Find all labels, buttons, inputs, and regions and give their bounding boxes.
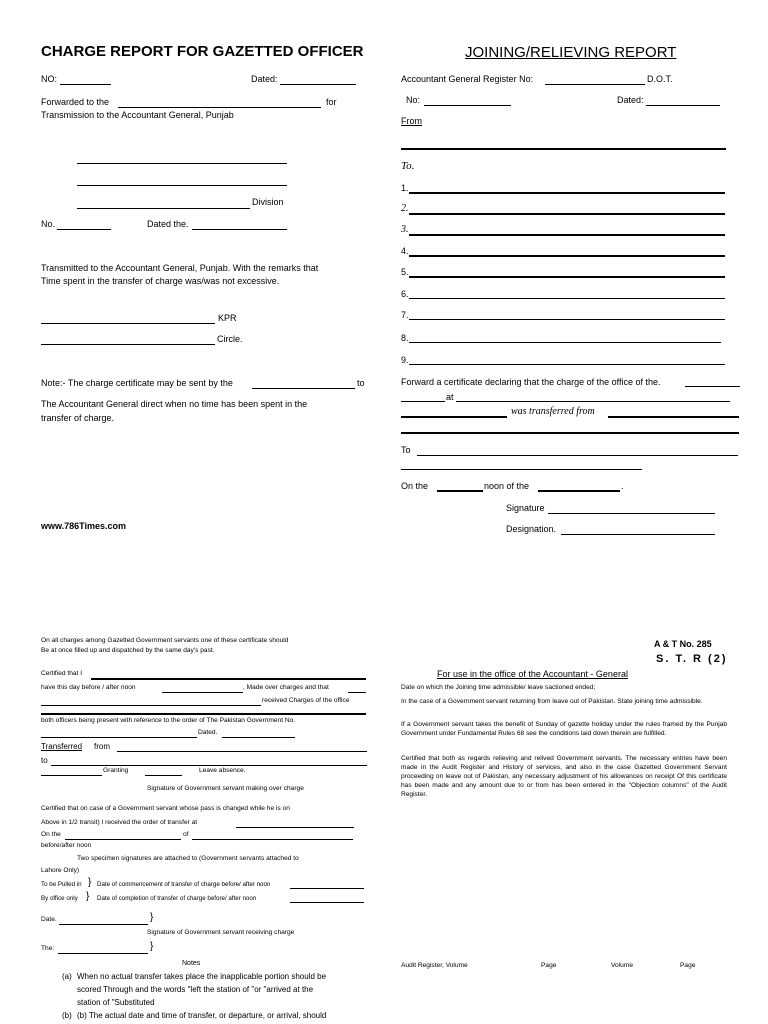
dated-order-field[interactable] <box>222 737 295 738</box>
item-5-label: 5. <box>401 267 409 277</box>
note-a-text-2: scored Through and the words "left the station of "or "arrived at the <box>77 985 314 994</box>
at-pre-field[interactable] <box>401 401 445 402</box>
noon-field[interactable] <box>162 692 243 693</box>
granting-field[interactable] <box>41 775 102 776</box>
date-field[interactable] <box>59 924 148 925</box>
dot-label: D.O.T. <box>647 74 673 84</box>
dated-the-field[interactable] <box>192 229 287 230</box>
item-4-field[interactable] <box>409 255 725 257</box>
to-label: to <box>41 756 48 765</box>
kpr-field[interactable] <box>41 323 215 324</box>
forward-certificate-text: Forward a certificate declaring that the charge of the office of the. <box>401 377 661 387</box>
transmitted-text-1: Transmitted to the Accountant General, Punjab. With the remarks that <box>41 263 319 273</box>
by-office-only-label: By office only <box>41 895 78 902</box>
division-field[interactable] <box>77 208 250 209</box>
designation-field[interactable] <box>561 534 715 535</box>
note-text-1: Note:- The charge certificate may be sent by the <box>41 378 233 388</box>
kpr-label: KPR <box>218 313 237 323</box>
certified-case-text-1: Certified that on case of a Government servant whose pass is changed while he is on <box>41 805 290 812</box>
charge-report-title: CHARGE REPORT FOR GAZETTED OFFICER <box>41 43 364 60</box>
office-use-heading: For use in the office of the Accountant - General <box>437 669 628 679</box>
address-line-2[interactable] <box>77 185 287 186</box>
sig-receiving-label: Signature of Government servant receiving charge <box>147 929 295 936</box>
transferred-to-field[interactable] <box>51 765 367 766</box>
received-office-field[interactable] <box>41 705 261 706</box>
item-5-field[interactable] <box>409 276 725 278</box>
item-3-label: 3. <box>401 224 409 235</box>
at-label: at <box>446 392 454 402</box>
case-returning-text: In the case of a Government servant returning from leave out of Pakistan. State joining time admissible. <box>401 698 703 705</box>
dated-field[interactable] <box>280 84 356 85</box>
intro-text-1: On all charges among Gazetted Government servants one of these certificate should <box>41 637 289 644</box>
date-commencement-text: Date of commencement of transfer of charge before/ after noon <box>97 881 271 888</box>
ag-register-label: Accountant General Register No: <box>401 74 534 84</box>
note-to-label: to <box>357 378 365 388</box>
forwarded-label: Forwarded to the <box>41 97 110 107</box>
on-the-label: On the <box>401 481 429 491</box>
period: . <box>621 481 624 491</box>
two-specimen-text: Two specimen signatures are attached to (Government servants attached to <box>77 855 299 862</box>
no2-field[interactable] <box>57 229 111 230</box>
right-no-field[interactable] <box>424 105 511 106</box>
leave-absence-text: Leave absence. <box>199 767 246 774</box>
leave-field[interactable] <box>145 775 182 776</box>
noon-of-field[interactable] <box>538 490 620 492</box>
website-link[interactable]: www.786Times.com <box>41 521 127 531</box>
made-over-text: , Made over charges and that <box>243 684 329 691</box>
right-no-label: No: <box>406 95 421 105</box>
transmitted-text-2: Time spent in the transfer of charge was/was not excessive. <box>41 276 280 286</box>
page-label-2: Page <box>680 962 696 969</box>
no-field[interactable] <box>60 84 111 85</box>
transmission-text: Transmission to the Accountant General, Punjab <box>41 110 234 120</box>
volume-label-2: Volume <box>611 962 633 969</box>
dated-the-label: Dated the. <box>147 219 189 229</box>
right-dated-field[interactable] <box>646 105 720 106</box>
office-of-field[interactable] <box>685 386 740 387</box>
item-6-label: 6. <box>401 289 409 299</box>
brace-3: } <box>150 912 154 923</box>
note-text-3: transfer of charge. <box>41 413 115 423</box>
ag-register-field[interactable] <box>545 84 645 85</box>
brace-1: } <box>88 877 92 888</box>
have-this-day-text: have this day before / after noon <box>41 684 136 691</box>
note-a-marker: (a) <box>62 972 72 981</box>
forwarded-for-label: for <box>326 97 337 107</box>
sig-making-over-label: Signature of Government servant making over charge <box>147 785 304 792</box>
transferred-officer-field[interactable] <box>401 416 507 418</box>
intro-text-2: Be at once filled up and dispatched by the same day's past. <box>41 647 215 654</box>
item-3-field[interactable] <box>409 234 725 236</box>
certified-case-text-2: Above in 1/2 transit) I received the order of transfer at <box>41 819 198 826</box>
item-7-field[interactable] <box>409 319 725 320</box>
designation-label: Designation. <box>506 524 557 534</box>
notes-heading: Notes <box>182 960 201 967</box>
to-label: To. <box>401 160 415 172</box>
note-a-text-3: station of "Substituted <box>77 998 155 1007</box>
transferred-from-field[interactable] <box>117 751 367 752</box>
item-9-label: 9. <box>401 355 409 365</box>
item-2-label: 2. <box>401 203 409 214</box>
note-b-marker: (b) <box>62 1011 72 1020</box>
dated-label: Dated. <box>198 729 218 736</box>
transferred-from-line-2[interactable] <box>401 432 739 434</box>
division-label: Division <box>252 197 284 207</box>
granting-label: Granting <box>103 767 129 774</box>
on-the-field[interactable] <box>65 839 181 840</box>
order-transfer-at-field[interactable] <box>236 827 354 828</box>
brace-2: } <box>86 891 90 902</box>
on-the-field[interactable] <box>437 490 483 492</box>
page-label-1: Page <box>541 962 557 969</box>
to2-line-2[interactable] <box>401 469 642 470</box>
date-label: Date. <box>41 916 57 923</box>
transferred-label: Transferred <box>41 742 83 751</box>
if-gov-servant-text: If a Government servant takes the benefit of Sunday of gazette holiday under the rules framed by the Punjab Government under Fundamental Rules 68 see the conditions laid down therein are fulfilled. <box>401 721 727 737</box>
certified-name-field[interactable] <box>91 678 366 680</box>
note-sent-by-field[interactable] <box>252 388 355 389</box>
the-label: The: <box>41 945 55 952</box>
noon-of-label: noon of the <box>484 481 530 491</box>
note-text-2: The Accountant General direct when no time has been spent in the <box>41 399 308 409</box>
gov-order-no-field[interactable] <box>41 737 197 738</box>
item-8-label: 8. <box>401 333 409 343</box>
the-field[interactable] <box>58 953 148 954</box>
signature-field[interactable] <box>548 513 715 514</box>
from-label: From <box>401 116 422 126</box>
str-label: S. T. R (2) <box>656 653 728 665</box>
was-transferred-label: was transferred from <box>511 406 595 417</box>
received-charges-text: received Charges of the office <box>262 697 350 704</box>
note-a-text-1: When no actual transfer takes place the inapplicable portion should be <box>77 972 327 981</box>
made-over-field[interactable] <box>348 692 366 693</box>
no2-label: No. <box>41 219 56 229</box>
item-7-label: 7. <box>401 310 409 320</box>
of-label: of <box>183 831 189 838</box>
lahore-only-text: Lahore Only) <box>41 867 80 874</box>
office-line-field[interactable] <box>41 713 366 715</box>
from-field[interactable] <box>401 148 726 150</box>
audit-register-volume-label: Audit Register, Volume <box>401 962 468 969</box>
transferred-from-field[interactable] <box>608 416 739 418</box>
on-the-label: On the <box>41 831 61 838</box>
item-1-field[interactable] <box>409 192 725 194</box>
at-field[interactable] <box>456 401 730 402</box>
certified-both-text: Certified that both as regards relieving and relived Government servants. The necessary entries have been made in the Audit Register and History of services, and also in the case Gazetted Government Servant proceeding on leave out of Pakistan, any necessary adjustment of his allowances on receipt Of this certificate has been made and any amount due to or from has been entered in the "Objection columns" of the Audit Register. <box>401 755 727 798</box>
both-officers-text: both officers being present with reference to the order of The Pakistan Government No. <box>41 717 296 724</box>
from-label: from <box>94 742 110 751</box>
form-number: A & T No. 285 <box>654 639 712 649</box>
commencement-field[interactable] <box>290 888 364 889</box>
circle-field[interactable] <box>41 344 215 345</box>
circle-label: Circle. <box>217 334 243 344</box>
completion-field[interactable] <box>290 902 364 903</box>
item-9-field[interactable] <box>409 364 725 365</box>
certified-label: Certified that I <box>41 670 83 677</box>
to-be-pulled-label: To be Pulled in <box>41 881 82 888</box>
to2-label: To <box>401 445 411 455</box>
of-field[interactable] <box>192 839 353 840</box>
note-b-text-1: (b) The actual date and time of transfer, or departure, or arrival, should <box>77 1011 327 1020</box>
signature-label: Signature <box>506 503 545 513</box>
date-completion-text: Date of completion of transfer of charge before/ after noon <box>97 895 257 902</box>
item-4-label: 4. <box>401 246 409 256</box>
item-6-field[interactable] <box>409 298 725 299</box>
no-label: NO: <box>41 74 58 84</box>
joining-report-title: JOINING/RELIEVING REPORT <box>465 44 677 61</box>
item-2-field[interactable] <box>409 213 725 215</box>
item-1-label: 1. <box>401 183 409 193</box>
item-8-field[interactable] <box>409 342 721 343</box>
right-dated-label: Dated: <box>617 95 644 105</box>
brace-4: } <box>150 941 154 952</box>
forwarded-to-field[interactable] <box>118 107 321 108</box>
before-after-noon-text: before/after noon <box>41 842 92 849</box>
date-joining-text: Date on which the Joining time admissible/ leave sactioned ended; <box>401 684 596 691</box>
dated-label: Dated: <box>251 74 278 84</box>
to2-field[interactable] <box>417 455 738 456</box>
address-line-1[interactable] <box>77 163 287 164</box>
